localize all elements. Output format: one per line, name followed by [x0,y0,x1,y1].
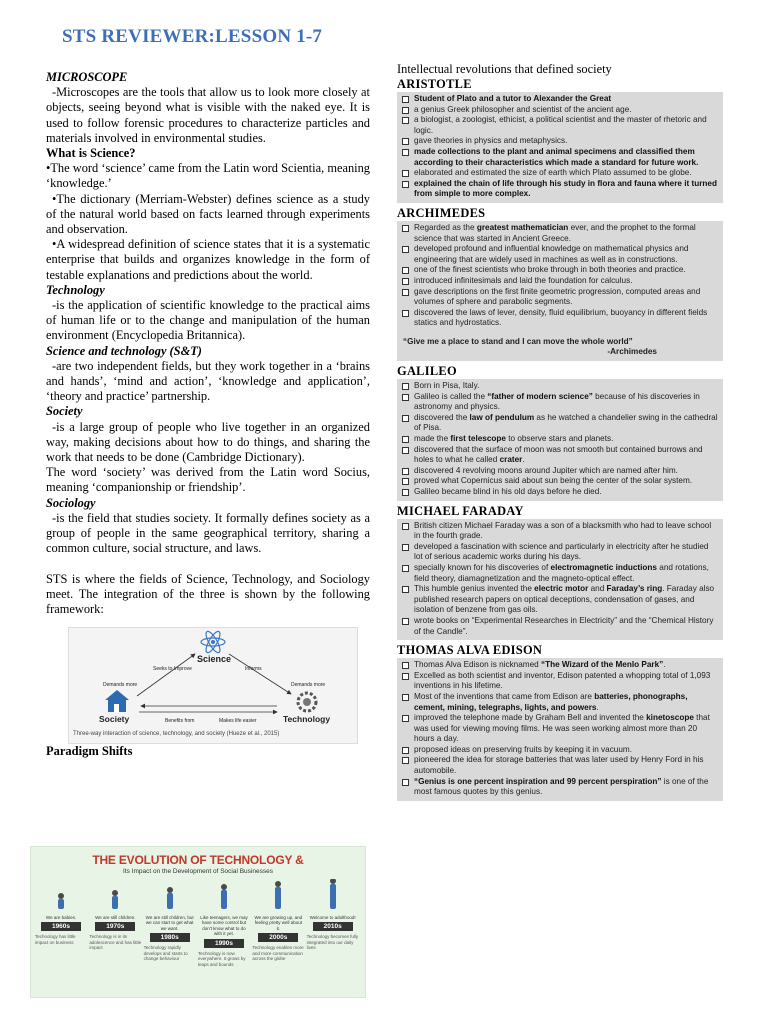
science-paragraph-1: •The word ‘science’ came from the Latin word Scientia, meaning ‘knowledge.’ [46,161,370,191]
era-text: Technology is in its adolescence and has little impact [89,934,142,950]
fact-item: pioneered the idea for storage batteries that was later used by Henry Ford in his automobile. [401,755,719,776]
framework-caption: Three-way interaction of science, technology, and society (Hueze et al., 2015) [73,730,280,737]
technology-node-label: Technology [283,714,331,725]
fact-item: specially known for his discoveries of electromagnetic inductions and rotations, field theory, diamagnetization and the magneto-optical effect. [401,563,719,584]
person-figure-icon [89,879,141,913]
person-facts-box [397,519,723,641]
fact-item: discovered the laws of lever, density, fluid equilibrium, buoyancy in different fields statics and hydrostatics. [401,308,719,329]
fact-item: gave theories in physics and metaphysics. [401,136,719,147]
fact-item: developed a fascination with science and particularly in electricity after he studied lot of serious academic works during his days. [401,542,719,563]
quote-text: “Give me a place to stand and I can move the whole world” [403,336,633,346]
fact-item: made collections to the plant and animal specimens and classified them according to their characteristics which made a standard for future work. [401,147,719,168]
person-figure-icon [144,879,196,913]
fact-item: discovered that the surface of moon was not smooth but contained burrows and holes to what he called crater. [401,445,719,466]
era-caption: We are still children. [95,914,136,920]
era-year: 1980s [150,933,190,942]
technology-heading: Technology [46,282,105,297]
person-facts-box [397,379,723,501]
paradigm-heading: Paradigm Shifts [46,744,133,759]
fact-item: wrote books on “Experimental Researches in Electricity” and the “Chemical History of the Candle”. [401,616,719,637]
person-heading: GALILEO [397,364,457,379]
era-caption: We are growing up, and feeling pretty well about it. [254,914,303,931]
era-year: 2010s [313,922,353,931]
st-text: -are two independent fields, but they work together in a ‘brains and hands’, ‘mind and action’, ‘knowledge and application’, ‘theory and practice’ partnership. [46,358,370,404]
science-node-label: Science [197,654,232,665]
fact-item: gave descriptions on the first finite geometric progression, computed areas and volumes of sphere and parabolic segments. [401,287,719,308]
fact-item: developed profound and influential knowledge on mathematical physics and engineering that are widely used in machines as well as in constructions. [401,244,719,265]
fact-item: Regarded as the greatest mathematician ever, and the prophet to the formal science that was started in Ancient Greece. [401,223,719,244]
era-caption: We are still children, but we can start to get what we want. [145,914,194,931]
fact-item: improved the telephone made by Graham Bell and invented the kinetoscope that was used for viewing moving films. He was seen working almost more than 20 hours a day. [401,713,719,745]
society-node-label: Society [99,714,130,725]
fact-item: a biologist, a zoologist, ethicist, a political scientist and the master of rhetoric and logic. [401,115,719,136]
era-year: 1990s [204,939,244,948]
atom-icon [201,630,225,655]
fact-item: proposed ideas on preserving fruits by keeping it in vacuum. [401,745,719,756]
evolution-eras [35,879,361,991]
evolution-era [144,879,196,989]
technology-text: -is the application of scientific knowledge to the practical aims of human life or to the change and manipulation of the human environment (Encyclopedia Britannica). [46,298,370,343]
era-year: 1970s [95,922,135,931]
era-caption: Like teenagers, we may have some control but don't know what to do with it yet. [200,914,248,936]
fact-item: Most of the inventions that came from Edison are batteries, phonographs, cement, mining, telegraphs, lights, and powers. [401,692,719,713]
fact-item: Galileo is called the “father of modern science” because of his discoveries in astronomy and physics. [401,392,719,413]
science-paragraph-2: •The dictionary (Merriam-Webster) defines science as a study of the natural world based on facts learned through experiments and observation. [46,191,370,237]
evolution-title: THE EVOLUTION OF TECHNOLOGY & [92,853,304,867]
fact-item: British citizen Michael Faraday was a son of a blacksmith who had to leave school in the fourth grade. [401,521,719,542]
evolution-infographic [30,846,366,998]
microscope-text: -Microscopes are the tools that allow us to look more closely at objects, seeing beyond what is visible with the naked eye. It is used to follow forensic procedures to characterize particles and materials involved in environmental studies. [46,85,370,145]
right-column [397,60,723,804]
fact-item: Born in Pisa, Italy. [401,381,719,392]
evolution-era [198,879,250,989]
science-heading: What is Science? [46,146,136,161]
era-caption: We are babies. [45,914,77,920]
demands-left-label: Demands more [103,682,138,689]
page-title: STS REVIEWER:LESSON 1-7 [62,26,323,47]
person-figure-icon [307,879,359,913]
person-heading: MICHAEL FARADAY [397,503,524,518]
fact-item: one of the finest scientists who broke through in both theories and practice. [401,265,719,276]
society-origin: The word ‘society’ was derived from the Latin word Socius, meaning ‘companionship or friendship’. [46,465,370,495]
fact-item: discovered the law of pendulum as he watched a chandelier swing in the cathedral of Pisa. [401,413,719,434]
fact-item: discovered 4 revolving moons around Jupiter which are named after him. [401,466,719,477]
sts-framework-diagram [68,627,358,744]
evolution-era [252,879,304,989]
makes-life-label: Makes life easier [219,718,257,725]
society-text: -is a large group of people who live together in an organized way, making decisions about how to do things, and sharing the work that needs to be done (Cambridge Dictionary). [46,419,370,465]
evolution-era [35,879,87,989]
informs-label: Informs [245,666,262,673]
sociology-text: -is the field that studies society. It formally defines society as a group of people in the same geographical territory, sharing a common culture, social structure, and laws. [46,510,370,556]
quote-author: -Archimedes [607,347,657,357]
people-list [397,77,723,801]
era-text: Technology has little impact on business [35,934,76,945]
benefits-label: Benefits from [165,718,195,725]
fact-item: Student of Plato and a tutor to Alexander the Great [401,94,719,105]
era-text: Technology becomes fully integrated into our daily lives [306,934,359,950]
era-text: Technology enables more and more communication across the globe [252,945,304,961]
era-text: Technology rapidly develops and starts to change behaviour [143,945,188,961]
fact-item: introduced infinitesimals and laid the foundation for calculus. [401,276,719,287]
evolution-era [89,879,141,989]
intro-text: Intellectual revolutions that defined society [397,62,612,76]
science-paragraph-3: •A widespread definition of science states that it is a systematic enterprise that builds and organizes knowledge in the form of testable explanations and predictions about the world. [46,237,370,282]
era-year: 2000s [258,933,298,942]
evolution-subtitle: Its Impact on the Development of Social Businesses [123,868,273,875]
fact-item: explained the chain of life through his study in flora and fauna where it turned from simple to more complex. [401,179,719,200]
house-icon [105,690,129,712]
fact-item: elaborated and estimated the size of earth which Plato assumed to be globe. [401,168,719,179]
person-facts-box [397,92,723,203]
person-figure-icon [198,879,250,913]
sociology-heading: Sociology [46,495,96,510]
society-heading: Society [46,404,83,419]
person-heading: ARISTOTLE [397,77,472,91]
left-column [46,70,370,759]
fact-item: made the first telescope to observe stars and planets. [401,434,719,445]
st-heading: Science and technology (S&T) [46,343,202,358]
microscope-heading: MICROSCOPE [46,70,128,84]
demands-right-label: Demands more [291,682,326,689]
person-heading: ARCHIMEDES [397,205,486,220]
person-figure-icon [252,879,304,913]
sts-text: STS is where the fields of Science, Technology, and Sociology meet. The integration of the three is shown by the following framework: [46,571,370,616]
person-heading: THOMAS ALVA EDISON [397,643,543,658]
fact-item: a genius Greek philosopher and scientist of the ancient age. [401,105,719,116]
seeks-label: Seeks to Improve [153,666,192,673]
evolution-era [307,879,359,989]
gear-icon [298,693,316,711]
era-text: Technology is now everywhere. It grows by leaps and bounds [198,950,246,967]
fact-item: Excelled as both scientist and inventor, Edison patented a whopping total of 1,093 inventions in his lifetime. [401,671,719,692]
fact-item: This humble genius invented the electric motor and Faraday’s ring. Faraday also published research papers on optical deceptions, condensation of gases, and isolation of benzene from gas oils. [401,584,719,616]
era-year: 1960s [41,922,81,931]
era-caption: Welcome to adulthood! [309,914,356,920]
person-facts-box [397,221,723,361]
fact-item: Thomas Alva Edison is nicknamed “The Wizard of the Menlo Park”. [401,660,719,671]
fact-item: “Genius is one percent inspiration and 99 percent perspiration” is one of the most famous quotes by this genius. [401,777,719,798]
person-facts-box [397,658,723,801]
fact-item: proved what Copernicus said about sun being the center of the solar system. [401,476,719,487]
person-figure-icon [35,879,87,913]
fact-item: Galileo became blind in his old days before he died. [401,487,719,498]
